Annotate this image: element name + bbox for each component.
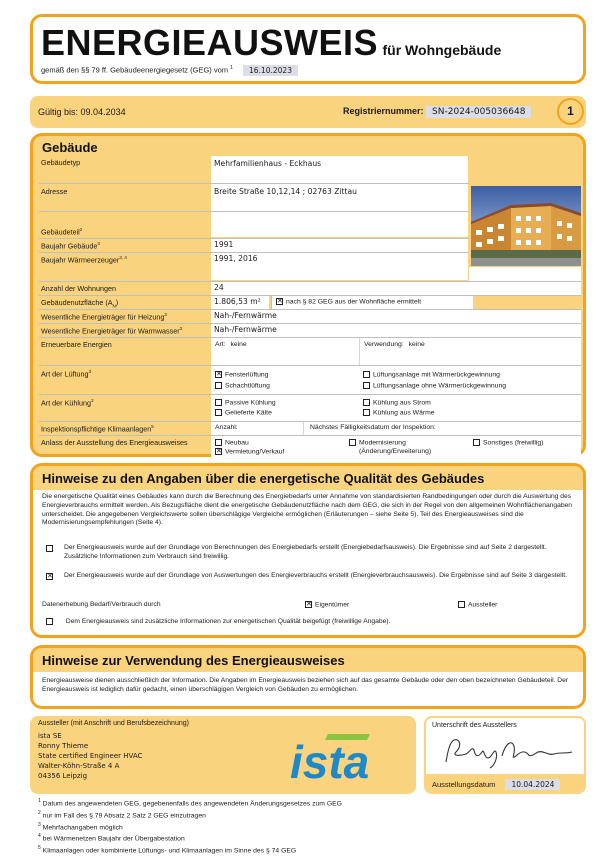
carrier-water-value: Nah-/Fernwärme <box>211 324 581 337</box>
signature-image <box>440 732 580 772</box>
ista-logo-svg <box>288 730 398 784</box>
vent-options <box>211 366 581 394</box>
carrier-heat-value: Nah-/Fernwärme <box>211 310 581 323</box>
ac-count <box>211 422 303 435</box>
extra-info-checkbox[interactable] <box>46 618 53 625</box>
issuer-line-2: Ronny Thieme <box>38 742 89 750</box>
vent-opt4-checkbox[interactable] <box>363 382 370 389</box>
footnote-5-number: 5 <box>38 845 41 852</box>
ac-count-label: Anzahl: <box>215 424 238 431</box>
area-label-wrap <box>39 298 209 308</box>
registration-number: SN-2024-005036648 <box>426 106 531 118</box>
footnote-4 <box>38 832 342 844</box>
data-collection-owner <box>305 601 349 610</box>
footnotes <box>38 797 342 856</box>
page-number: 1 <box>567 104 574 118</box>
ista-logo-text: ista <box>290 736 370 784</box>
footnote-1-text: Datum des angewendeten GEG, gegebenenfalls des angewendeten Änderungsgesetzes zum GEG <box>42 800 342 808</box>
data-collection-issuer <box>458 601 497 610</box>
issue-date-row <box>432 780 560 789</box>
building-type-value: Mehrfamilienhaus - Eckhaus <box>211 156 468 183</box>
notes-option-consumption-checkbox[interactable]: ✕ <box>47 573 53 580</box>
quality-notes-section <box>30 463 586 638</box>
validity-bar <box>30 96 586 128</box>
cool-opt3-label: Kühlung aus Strom <box>373 399 431 407</box>
footnote-5 <box>38 844 342 856</box>
reason-opt2-label: Vermietung/Verkauf <box>225 448 285 456</box>
notes-option-demand-text: Der Energieausweis wurde auf der Grundlage von Berechnungen des Energiebedarfs erstellt (Energiebedarfsausweis). Die Ergebnisse sind auf Seite 2 dargestellt. Zusätzliche Informationen zum Verbrauch sind freiwillig. <box>64 544 547 560</box>
issuer-line-3: State certified Engineer HVAC <box>38 752 143 760</box>
cool-opt1-label: Passive Kühlung <box>225 399 276 407</box>
valid-until-label: Gültig bis: <box>38 107 79 117</box>
carrier-heat-label: Wesentliche Energieträger für Heizung <box>41 312 165 322</box>
legal-footnote-ref: 1 <box>230 65 233 71</box>
page-number-badge <box>557 98 584 125</box>
building-part-value <box>211 224 468 237</box>
cool-label-wrap <box>39 398 209 407</box>
issuer-address <box>38 731 142 781</box>
year-label-wrap <box>39 241 209 250</box>
ac-footnote-ref: 5 <box>151 424 154 429</box>
area-value: 1.806,53 m² <box>211 296 269 309</box>
ista-logo <box>288 730 398 784</box>
cool-label: Art der Kühlung <box>41 398 91 408</box>
footnote-3-text: Mehrfachangaben möglich <box>42 823 123 831</box>
area-method <box>271 296 473 309</box>
year-footnote-ref: 3 <box>97 241 100 246</box>
reason-opt2-checkbox[interactable]: ✕ <box>216 448 222 455</box>
cool-options <box>211 395 581 421</box>
ac-due-label: Nächstes Fälligkeitsdatum der Inspektion: <box>310 424 436 431</box>
vent-opt1-label: Fensterlüftung <box>225 371 269 379</box>
footnote-2-text: nur im Fall des § 79 Absatz 2 Satz 2 GEG einzutragen <box>42 812 206 820</box>
carrier-water-label: Wesentliche Energieträger für Warmwasser <box>41 326 180 336</box>
area-label: Gebäudenutzfläche (A <box>41 298 113 307</box>
area-label-sub: N <box>112 303 116 309</box>
footnote-4-text: bei Wärmenetzen Baujahr der Übergabestation <box>42 835 185 843</box>
year-label: Baujahr Gebäude <box>41 241 98 251</box>
footnote-4-number: 4 <box>38 833 41 840</box>
vent-opt3-label: Lüftungsanlage mit Wärmerückgewinnung <box>373 371 500 379</box>
reason-opt3-checkbox[interactable] <box>349 439 356 446</box>
building-section-title: Gebäude <box>42 140 98 155</box>
issuer-heading: Aussteller (mit Anschrift und Berufsbezeichnung) <box>38 720 189 727</box>
document-subtitle: für Wohngebäude <box>382 42 502 58</box>
carrier-heat-label-wrap <box>39 312 209 321</box>
footnote-2 <box>38 809 342 821</box>
heater-year-footnote-ref: 3, 4 <box>119 255 127 260</box>
building-type-label: Gebäudetyp <box>41 158 81 167</box>
carrier-heat-footnote-ref: 3 <box>164 312 167 317</box>
notes-option-consumption-text: Der Energieausweis wurde auf der Grundlage von Auswertungen des Energieverbrauchs erstellt (Energieverbrauchsausweis). Die Ergebnisse sind auf Seite 3 dargestellt. <box>64 572 567 579</box>
issuer-block <box>30 716 416 794</box>
geg-date: 16.10.2023 <box>243 65 298 76</box>
building-part-footnote-ref: 2 <box>79 227 83 232</box>
usage-notes-title: Hinweise zur Verwendung des Energieausweises <box>42 653 345 668</box>
signature-block <box>424 716 586 794</box>
issuer-line-1: ista SE <box>38 732 62 740</box>
owner-label: Eigentümer <box>315 601 350 609</box>
address-label: Adresse <box>41 187 68 196</box>
document-title: ENERGIEAUSWEIS <box>41 22 379 63</box>
reason-options <box>211 436 581 458</box>
notes-option-consumption <box>46 572 576 581</box>
issuer-checkbox[interactable] <box>458 601 465 608</box>
owner-checkbox[interactable]: ✕ <box>306 601 312 608</box>
ac-label-wrap <box>39 424 209 433</box>
footnote-3-number: 3 <box>38 821 41 828</box>
cool-opt2-checkbox[interactable] <box>215 409 222 416</box>
footnote-1 <box>38 797 342 809</box>
carrier-water-label-wrap <box>39 326 209 335</box>
reason-opt4-label: Sonstiges (freiwillig) <box>483 439 544 447</box>
cool-opt2-label: Gelieferte Kälte <box>225 409 272 417</box>
building-photo-svg <box>471 186 581 266</box>
vent-footnote-ref: 3 <box>88 369 92 374</box>
cool-opt3-checkbox[interactable] <box>363 399 370 406</box>
cool-opt4-label: Kühlung aus Wärme <box>373 409 435 417</box>
cool-opt1-checkbox[interactable] <box>215 399 222 406</box>
reason-label: Anlass der Ausstellung des Energieausweises <box>41 438 188 447</box>
issue-date: 10.04.2024 <box>505 779 560 790</box>
ac-label: Inspektionspflichtige Klimaanlagen <box>41 424 152 434</box>
issuer-line-4: Walter-Köhn-Straße 4 A <box>38 762 120 770</box>
heater-year-label-wrap <box>39 255 209 264</box>
reason-opt4-checkbox[interactable] <box>473 439 480 446</box>
vent-opt3-checkbox[interactable] <box>363 371 370 378</box>
registration-label: Registriernummer: <box>343 106 424 116</box>
quality-notes-title: Hinweise zu den Angaben über die energetische Qualität des Gebäudes <box>42 471 485 486</box>
data-collection-label: Datenerhebung Bedarf/Verbrauch durch <box>42 601 161 608</box>
header-box <box>30 14 586 84</box>
heater-year-label: Baujahr Wärmeerzeuger <box>41 255 120 265</box>
cool-footnote-ref: 3 <box>90 398 94 403</box>
usage-notes-section <box>30 645 586 709</box>
renewable-use-value: keine <box>408 341 425 348</box>
renewable-kind <box>211 338 359 365</box>
legal-basis: gemäß den §§ 79 ff. Gebäudeenergiegesetz (GEG) vom <box>41 65 229 75</box>
renewable-label: Erneuerbare Energien <box>41 340 112 349</box>
renewable-use <box>360 338 581 365</box>
vent-opt2-checkbox[interactable] <box>215 382 222 389</box>
usage-notes-text: Energieausweise dienen ausschließlich der Information. Die Angaben im Energieausweis beziehen sich auf das gesamte Gebäude oder den oben bezeichneten Gebäudeteil. Der Energieausweis ist lediglich dafür gedacht, einen überschlägigen Vergleich von Gebäuden zu ermöglichen. <box>42 677 569 693</box>
building-table <box>39 156 581 454</box>
ac-due <box>304 422 581 435</box>
footnote-1-number: 1 <box>38 798 41 804</box>
vent-label-wrap <box>39 369 209 378</box>
reason-opt3b-label: (Änderung/Erweiterung) <box>359 448 432 455</box>
carrier-water-footnote-ref: 3 <box>179 326 183 331</box>
vent-opt4-label: Lüftungsanlage ohne Wärmerückgewinnung <box>373 382 507 390</box>
issue-date-label: Ausstellungsdatum <box>432 780 496 789</box>
area-method-label: nach § 82 GEG aus der Wohnfläche ermittelt <box>286 298 422 306</box>
area-method-checkbox[interactable]: ✕ <box>277 298 283 305</box>
quality-notes-intro: Die energetische Qualität eines Gebäudes kann durch die Berechnung des Energiebedarfs unter Annahme von standardisierten Randbedingungen oder durch die Auswertung des Energieverbrauchs ermittelt werden. Als Bezugsfläche dient die energetische Gebäudenutzfläche nach dem GEG, die sich in der Regel von den allgemeinen Wohnflächenangaben unterscheidet. Die angegebenen Vergleichswerte sollen überschlägige Vergleiche ermöglichen (Erläuterungen – siehe Seite 5). Teil des Energieausweises sind die Modernisierungsempfehlungen (Seite 4). <box>42 493 573 527</box>
signature-svg <box>440 732 580 772</box>
valid-until-date: 09.04.2034 <box>80 107 126 117</box>
year-value: 1991 <box>211 239 468 252</box>
renewable-kind-label: Art: <box>215 341 226 348</box>
footnote-2-number: 2 <box>38 809 41 816</box>
footnote-3 <box>38 821 342 833</box>
reason-opt1-checkbox[interactable] <box>215 439 222 446</box>
notes-option-demand <box>46 544 576 562</box>
units-label: Anzahl der Wohnungen <box>41 284 116 293</box>
area-label-end: ) <box>115 298 119 307</box>
building-part-label: Gebäudeteil <box>41 227 80 237</box>
renewable-kind-value: keine <box>230 341 247 348</box>
notes-option-demand-checkbox[interactable] <box>46 545 53 552</box>
reason-opt1-label: Neubau <box>225 439 249 447</box>
building-photo <box>471 186 581 266</box>
vent-opt1-checkbox[interactable]: ✕ <box>216 371 222 378</box>
reason-opt3-label: Modernisierung <box>359 439 406 447</box>
renewable-use-label: Verwendung: <box>364 341 404 348</box>
issuer-line-5: 04356 Leipzig <box>38 772 88 780</box>
address-value: Breite Straße 10,12,14 ; 02763 Zittau <box>211 184 468 211</box>
cool-opt4-checkbox[interactable] <box>363 409 370 416</box>
units-value: 24 <box>211 282 581 295</box>
building-section <box>30 133 586 457</box>
footnote-5-text: Klimaanlagen oder kombinierte Lüftungs- und Klimaanlagen im Sinne des § 74 GEG <box>42 847 297 855</box>
extra-info-text: Dem Energieausweis sind zusätzliche Informationen zur energetischen Qualität beigefügt (freiwillige Angabe). <box>65 618 391 626</box>
issuer-label: Aussteller <box>468 601 498 609</box>
signature-label: Unterschrift des Ausstellers <box>432 722 517 729</box>
building-part-label-wrap <box>39 227 209 236</box>
vent-opt2-label: Schachtlüftung <box>225 382 270 390</box>
heater-year-value: 1991, 2016 <box>211 253 468 280</box>
vent-label: Art der Lüftung <box>41 369 89 379</box>
extra-info <box>46 618 390 627</box>
